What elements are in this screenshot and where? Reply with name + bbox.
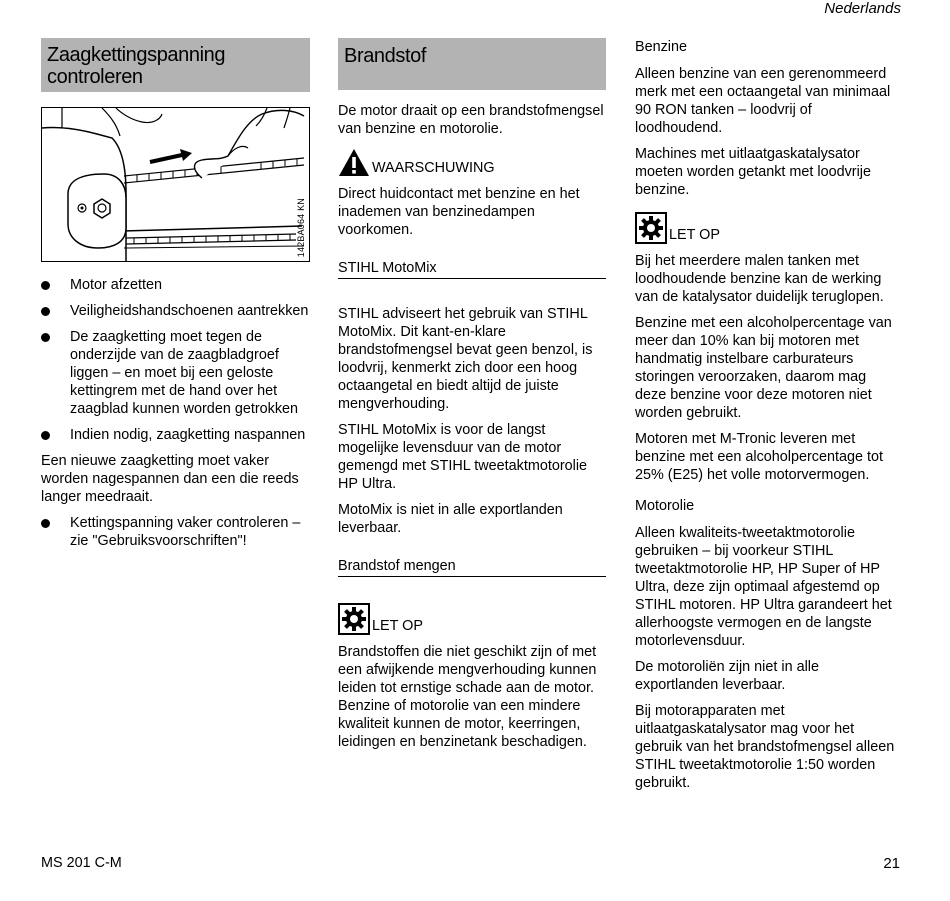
list-item: Indien nodig, zaagketting naspannen bbox=[41, 426, 310, 444]
warning-triangle-icon bbox=[338, 148, 370, 177]
oil-paragraph-2: De motoroliën zijn niet in alle exportlanden leverbaar. bbox=[635, 659, 819, 693]
gear-notice-icon bbox=[635, 212, 667, 244]
bullet-icon bbox=[41, 431, 50, 440]
list-item: Motor afzetten bbox=[41, 276, 310, 294]
list-item: Veiligheidshandschoenen aantrekken bbox=[41, 302, 310, 320]
oil-brand-emphasis: STIHL tweetaktmotorolie HP, HP Super of HP Ultra, deze zijn optimaal afgestemd op STIHL motoren. HP Ultra garandeert het allerhoogste vermogen en de langste motorlevensduur. bbox=[635, 543, 892, 649]
page-number: 21 bbox=[883, 855, 900, 872]
gear-notice-icon bbox=[338, 603, 370, 635]
warning-notice bbox=[338, 148, 606, 177]
list-item: De zaagketting moet tegen de onderzijde van de zaagbladgroef liggen – en moet bij een geloste kettingrem met de hand over het zaagblad kunnen worden getrokken bbox=[41, 328, 310, 418]
column-gasoline-oil bbox=[635, 38, 901, 792]
new-chain-paragraph: Een nieuwe zaagketting moet vaker worden nagespannen dan een die reeds langer meedraait. bbox=[41, 453, 299, 505]
caution-paragraph-1: Bij het meerdere malen tanken met loodhoudende benzine kan de werking van de katalysator duidelijk teruglopen. bbox=[635, 253, 884, 305]
motomix-paragraph-2: STIHL MotoMix is voor de langst mogelijke levensduur van de motor gemengd met STIHL tweetaktmotorolie HP Ultra. bbox=[338, 422, 588, 492]
column-chain-tension bbox=[41, 38, 310, 558]
section-title-fuel: Brandstof bbox=[338, 38, 606, 90]
bullet-icon bbox=[41, 307, 50, 316]
fuel-mixing-heading: Brandstof mengen bbox=[338, 557, 606, 577]
engine-oil-heading: Motorolie bbox=[635, 498, 695, 514]
warning-text: Direct huidcontact met benzine en het inademen van benzinedampen voorkomen. bbox=[338, 186, 580, 238]
oil-paragraph-1: Alleen kwaliteits-tweetaktmotorolie gebruiken – bij voorkeur STIHL tweetaktmotorolie HP, HP Super of HP Ultra, deze zijn optimaal afgestemd op STIHL motoren. HP Ultra garandeert het allerhoogste vermogen en de langste motorlevensduur. bbox=[635, 525, 892, 649]
motomix-paragraph-3: MotoMix is niet in alle exportlanden leverbaar. bbox=[338, 502, 563, 536]
motomix-heading: STIHL MotoMix bbox=[338, 259, 606, 279]
column-fuel bbox=[338, 38, 606, 751]
bullet-icon bbox=[41, 519, 50, 528]
oil-ratio-emphasis: STIHL tweetaktmotorolie 1:50 bbox=[635, 757, 825, 773]
motomix-paragraph-1: STIHL adviseert het gebruik van STIHL MotoMix. Dit kant-en-klare brandstofmengsel bevat geen benzol, is loodvrij, kenmerkt zich door een hoog octaangetal en biedt altijd de juiste mengverhouding. bbox=[338, 306, 593, 412]
fuel-intro: De motor draait op een brandstofmengsel van benzine en motorolie. bbox=[338, 103, 604, 137]
caution-paragraph-3: Motoren met M-Tronic leveren met benzine met een alcoholpercentage tot 25% (E25) het volle motorvermogen. bbox=[635, 431, 884, 483]
oil-paragraph-3: Bij motorapparaten met uitlaatgaskatalysator mag voor het gebruik van het brandstofmengsel alleen STIHL tweetaktmotorolie 1:50 worden gebruikt. bbox=[635, 703, 895, 791]
gasoline-heading: Benzine bbox=[635, 39, 688, 55]
caution-text: Brandstoffen die niet geschikt zijn of met een afwijkende mengverhouding kunnen leiden tot ernstige schade aan de motor. Benzine of motorolie van een mindere kwaliteit kunnen de motor, keerringen, leidingen en benzinetank beschadigen. bbox=[338, 644, 597, 750]
chain-check-steps bbox=[41, 276, 310, 444]
chain-tension-illustration bbox=[41, 107, 310, 262]
gasoline-paragraph-2: Machines met uitlaatgaskatalysator moeten worden getankt met loodvrije benzine. bbox=[635, 146, 871, 198]
caution-notice-2 bbox=[635, 212, 901, 244]
caution-notice bbox=[338, 603, 606, 635]
bullet-icon bbox=[41, 333, 50, 342]
section-title-chain-tension: Zaagkettingspanning controleren bbox=[41, 38, 310, 92]
gasoline-paragraph-1: Alleen benzine van een gerenommeerd merk met een octaangetal van minimaal 90 RON tanken – loodvrij of loodhoudend. bbox=[635, 66, 891, 136]
language-label: Nederlands bbox=[824, 0, 901, 17]
brand-gasoline-emphasis: benzine van een gerenommeerd merk bbox=[635, 66, 887, 100]
chain-check-extra bbox=[41, 514, 310, 550]
caution-label: LET OP bbox=[372, 618, 423, 634]
bullet-icon bbox=[41, 281, 50, 290]
caution-paragraph-2: Benzine met een alcoholpercentage van meer dan 10% kan bij motoren met handmatig instelbare carburateurs storingen veroorzaken, daarom mag deze benzine voor deze motoren niet worden gebruikt. bbox=[635, 315, 892, 421]
chain-saw-drawing bbox=[42, 108, 310, 261]
warning-label: WAARSCHUWING bbox=[372, 160, 495, 176]
figure-code-label: 142BA064 KN bbox=[296, 197, 306, 257]
model-footer: MS 201 C-M bbox=[41, 855, 122, 871]
list-item: Kettingspanning vaker controleren – zie "Gebruiksvoorschriften"! bbox=[41, 514, 310, 550]
caution-label-2: LET OP bbox=[669, 227, 720, 243]
